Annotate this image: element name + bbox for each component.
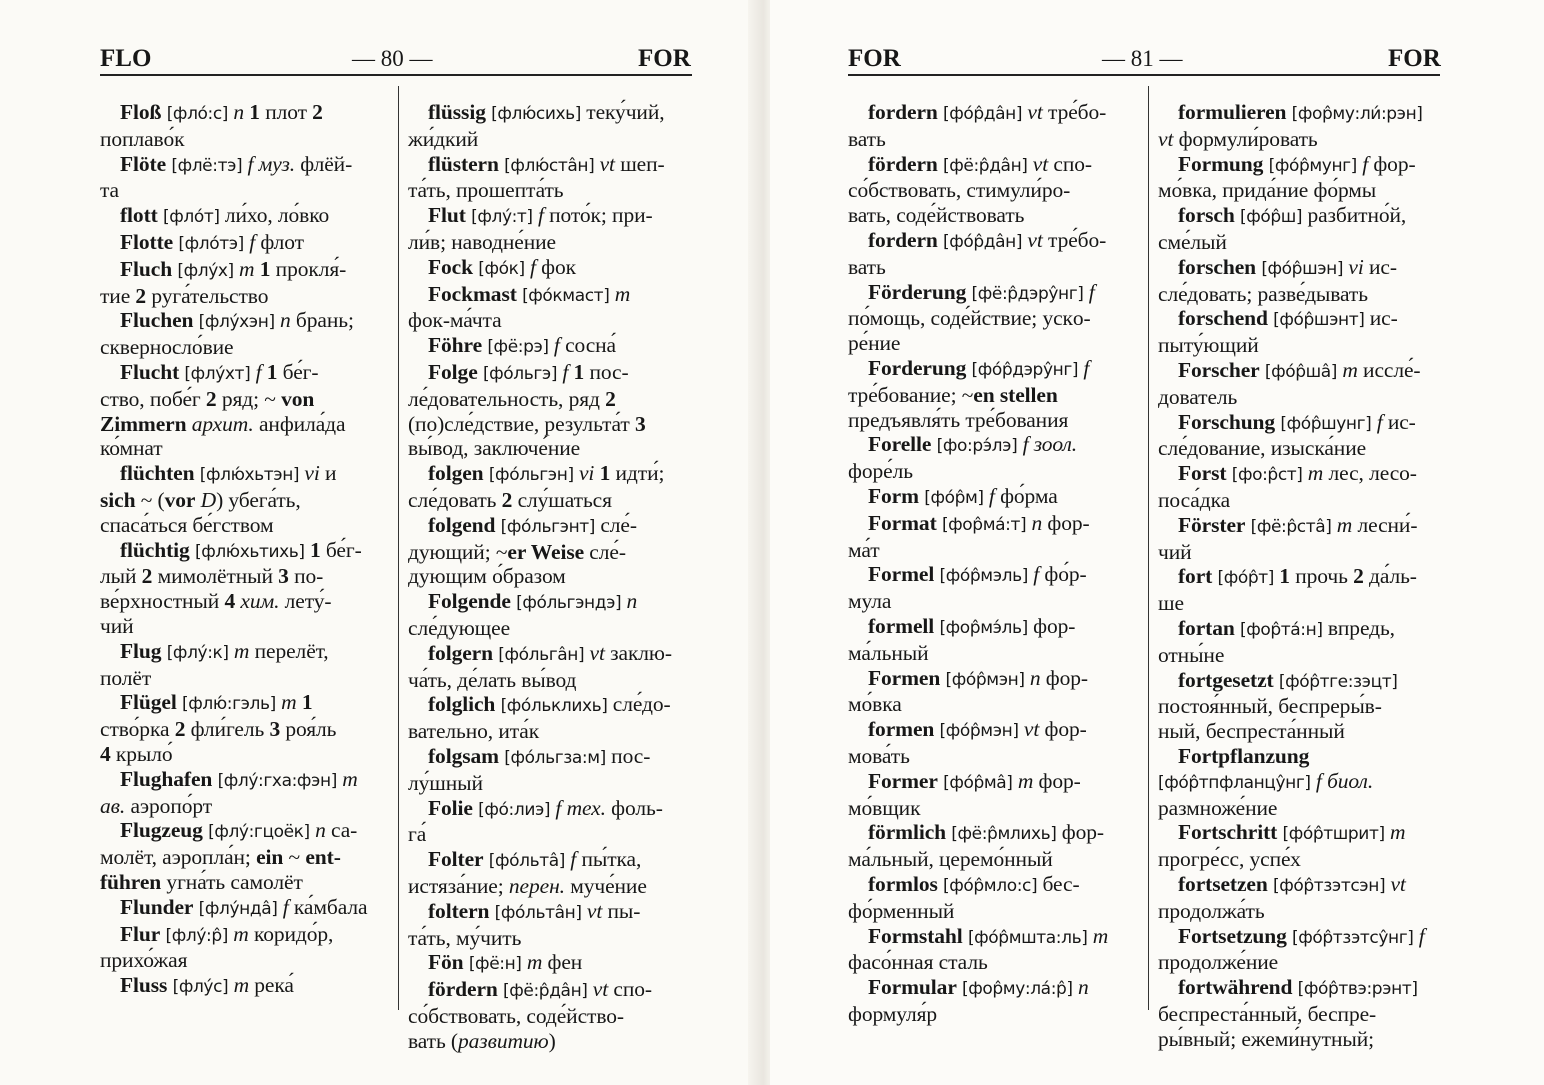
- headword: Fortpflanzung: [1178, 743, 1310, 768]
- dictionary-entry: Form [фо́р̂м] f фо́рма: [868, 483, 1058, 508]
- dictionary-entry: foltern [фо́льтâн] vt пы- та́ть, му́чить: [408, 898, 641, 950]
- dictionary-entry: flüchten [флю́хьтэн] vi и sich ~ (vor D) убега́ть, спаса́ться бе́гством: [100, 461, 337, 537]
- dictionary-entry: Flunder [флу́ндâ] f ка́мбала: [120, 894, 368, 919]
- dictionary-entry: Folgende [фо́льгэндэ] n сле́дующее: [408, 589, 638, 640]
- headword: fordern: [868, 100, 938, 124]
- headword: flüstern: [428, 151, 499, 176]
- headword: Formstahl: [868, 923, 963, 948]
- right-guide-word: FOR: [848, 45, 901, 72]
- headword: Förderung: [868, 279, 967, 304]
- headword: fordern: [868, 227, 938, 252]
- dictionary-entry: flüchtig [флю́хьтихь] 1 бе́г- лый 2 мимолётный 3 по- ве́рхностный 4 хим. лету́- чий: [100, 537, 362, 638]
- headword: Forst: [1178, 461, 1227, 486]
- dictionary-entry: Flugzeug [флу́:гцоёк] n са- молёт, аэропла́н; ein ~ ent- führen угна́ть самолёт: [100, 818, 358, 894]
- dictionary-entry: flüssig [флю́сихь] теку́чий, жи́дкий: [408, 100, 665, 151]
- left-header-rule: [100, 74, 692, 76]
- dictionary-entry: Flucht [флу́хт] f 1 бе́г- ство, побе́г 2 ряд; ~ von Zimmern архит. анфила́да ко́мнат: [100, 359, 346, 461]
- dictionary-entry: Folter [фо́льтâ] f пы́тка, истяза́ние; перен. муче́ние: [408, 847, 647, 898]
- headword: fortgesetzt: [1178, 667, 1274, 692]
- headword: fördern: [868, 151, 938, 176]
- headword: fortan: [1178, 615, 1235, 640]
- headword: forschen: [1178, 254, 1257, 279]
- headword: Forscher: [1178, 357, 1260, 382]
- headword: Flunder: [120, 894, 194, 919]
- headword: Forschung: [1178, 409, 1276, 434]
- dictionary-entry: Forelle [фо:рэ́лэ] f зоол. форе́ль: [848, 432, 1078, 484]
- dictionary-entry: flott [фло́т] ли́хо, ло́вко: [120, 203, 330, 228]
- headword: Fortsetzung: [1178, 923, 1287, 948]
- right-page-number: — 81 —: [1102, 46, 1183, 71]
- dictionary-entry: Fluss [флу́с] m река́: [120, 973, 294, 998]
- dictionary-entry: forschen [фо́р̂шэн] vi ис- сле́довать; разве́дывать: [1158, 254, 1397, 306]
- dictionary-entry: Flügel [флю́:гэль] m 1 ство́рка 2 фли́гель 3 роя́ль 4 крыло́: [100, 690, 337, 766]
- headword: foltern: [428, 898, 490, 923]
- dictionary-entry: fordern [фо́р̂дâн] vt тре́бо- вать: [848, 100, 1107, 151]
- dictionary-entry: Fluchen [флу́хэн] n брань; сквернoсло́вие: [100, 308, 354, 360]
- headword: Fockmast: [428, 281, 517, 306]
- right-guide-word-end: FOR: [1388, 45, 1441, 72]
- headword: Folge: [428, 359, 478, 384]
- headword: Format: [868, 510, 937, 535]
- headword: Folgende: [428, 589, 511, 614]
- dictionary-entry: Formstahl [фо́р̂мшта:ль] m фасо́нная сталь: [848, 923, 1109, 975]
- dictionary-entry: Flur [флу́:р̂] m коридо́р, прихо́жая: [100, 921, 334, 973]
- right-page: [770, 0, 1544, 1085]
- dictionary-entry: Former [фо́р̂мâ] m фор- мо́вщик: [848, 768, 1081, 820]
- headword: formell: [868, 613, 935, 638]
- headword: flüchten: [120, 461, 195, 486]
- left-guide-word-end: FOR: [638, 45, 691, 72]
- headword: formulieren: [1178, 100, 1287, 124]
- headword: Flur: [120, 921, 161, 946]
- dictionary-entry: fortan [фор̂та́:н] впредь, отны́не: [1158, 615, 1395, 667]
- headword: fort: [1178, 564, 1213, 589]
- headword: Floß: [120, 100, 162, 124]
- dictionary-entry: fördern [фё:р̂дâн] vt спо- со́бствовать, стимули́ро- вать, соде́йствовать: [848, 151, 1092, 228]
- right-column-1: [848, 100, 1148, 1027]
- dictionary-entry: Forscher [фо́р̂шâ] m иссле́- дователь: [1158, 357, 1421, 409]
- dictionary-entry: Formung [фо́р̂мунг] f фор- мо́вка, прида́ние фо́рмы: [1158, 151, 1416, 203]
- dictionary-entry: Fön [фё:н] m фен: [428, 950, 583, 975]
- headword: Folie: [428, 795, 473, 820]
- dictionary-entry: fortgesetzt [фо́р̂тге:зэцт] постоя́нный, беспреры́в- ный, беспреста́нный: [1158, 667, 1398, 744]
- dictionary-entry: flüstern [флю́стâн] vt шеп- та́ть, прошепта́ть: [408, 151, 665, 203]
- dictionary-entry: Flöte [флё:тэ] f муз. флёй- та: [100, 151, 353, 203]
- dictionary-entry: förmlich [фё:р̂млихь] фор- ма́льный, церемо́нный: [848, 820, 1104, 872]
- dictionary-entry: fortwährend [фо́р̂твэ:рэнт] беспреста́нный, беспре- ры́вный; ежеми́нутный;: [1158, 975, 1418, 1051]
- headword: Flugzeug: [120, 818, 203, 843]
- headword: Flucht: [120, 359, 180, 384]
- headword: Folter: [428, 847, 484, 872]
- dictionary-entry: Förster [фё:р̂стâ] m лесни́- чий: [1158, 512, 1418, 564]
- left-page-number: — 80 —: [352, 46, 433, 71]
- dictionary-entry: Folge [фо́льгэ] f 1 пос- ле́довательность, ряд 2 (по)сле́дствие, результа́т 3 вы́вод, заключе́ние: [408, 359, 646, 461]
- headword: Flügel: [120, 690, 177, 715]
- left-column-1: [100, 100, 400, 1000]
- dictionary-entry: Flotte [фло́тэ] f флот: [120, 229, 304, 254]
- left-guide-word: FLO: [100, 45, 152, 72]
- dictionary-entry: Fockmast [фо́кмаст] m фок-ма́чта: [408, 281, 631, 333]
- dictionary-entry: Förderung [фё:р̂дэру̂нг] f по́мощь, соде́йствие; ускo- ре́ние: [848, 279, 1095, 356]
- dictionary-entry: Flughafen [флу́:гха:фэн] m ав. аэропо́рт: [100, 766, 358, 818]
- left-page: [0, 0, 760, 1085]
- dictionary-entry: folgsam [фо́льгза:м] пос- лу́шный: [408, 743, 651, 795]
- dictionary-entry: forsch [фо́р̂ш] разбитно́й, сме́лый: [1158, 203, 1407, 254]
- dictionary-entry: Fortpflanzung [фо́р̂тпфланцу̂нг] f биол. размноже́ние: [1158, 743, 1374, 820]
- headword: folglich: [428, 692, 496, 717]
- dictionary-entry: Formular [фор̂му:ла́:р̂] n формуля́р: [848, 975, 1089, 1026]
- headword: Form: [868, 483, 919, 508]
- headword: fördern: [428, 977, 498, 1002]
- dictionary-entry: Formel [фо́р̂мэль] f фо́р- мула: [848, 562, 1087, 614]
- headword: Fluchen: [120, 308, 194, 333]
- dictionary-entry: Format [фор̂ма́:т] n фор- ма́т: [848, 510, 1090, 562]
- headword: Flut: [428, 203, 466, 228]
- headword: formlos: [868, 871, 938, 896]
- headword: Flotte: [120, 229, 174, 254]
- headword: folgern: [428, 640, 493, 665]
- dictionary-entry: fördern [фё:р̂дâн] vt спо- со́бствовать, соде́йство- вать (развитию): [408, 977, 652, 1053]
- dictionary-entry: Formen [фо́р̂мэн] n фор- мо́вка: [848, 665, 1088, 717]
- dictionary-entry: Forderung [фо́р̂дэру̂нг] f тре́бование; ~en stellen предъявля́ть тре́бования: [848, 355, 1090, 432]
- dictionary-entry: Föhre [фё:рэ] f сосна́: [428, 333, 616, 358]
- headword: Fluch: [120, 256, 173, 281]
- dictionary-entry: Flug [флу́:к] m перелёт, полёт: [100, 638, 329, 690]
- right-header-rule: [848, 74, 1440, 76]
- right-column-2: [1158, 100, 1456, 1051]
- headword: forschend: [1178, 306, 1268, 331]
- dictionary-entry: Fortschritt [фо́р̂тшрит] m прогре́сс, успе́х: [1158, 820, 1406, 872]
- headword: folgend: [428, 512, 496, 537]
- left-column-divider: [398, 86, 399, 1010]
- dictionary-entry: fortsetzen [фо́р̂тзэтсэн] vt продолжа́ть: [1158, 871, 1406, 923]
- headword: Flöte: [120, 151, 167, 176]
- dictionary-entry: folgen [фо́льгэн] vi 1 идти́; сле́довать 2 слу́шаться: [408, 461, 665, 512]
- dictionary-entry: Fluch [флу́х] m 1 прокля́- тие 2 руга́тельство: [100, 256, 347, 308]
- dictionary-entry: Flut [флу́:т] f пото́к; при- ли́в; наводне́ние: [408, 203, 653, 254]
- headword: Formular: [868, 975, 957, 1000]
- dictionary-entry: folgend [фо́льгэнт] сле́- дующий; ~er Weise сле́- дующим о́бразом: [408, 512, 637, 589]
- headword: flott: [120, 203, 158, 228]
- dictionary-entry: formen [фо́р̂мэн] vt фор- мова́ть: [848, 717, 1087, 768]
- dictionary-entry: Forst [фо:р̂ст] m лес, лесо- поса́дка: [1158, 461, 1417, 512]
- dictionary-entry: Fortsetzung [фо́р̂тзэтсу̂нг] f продолже́ние: [1158, 923, 1425, 975]
- headword: Formen: [868, 665, 941, 690]
- headword: fortwährend: [1178, 975, 1293, 1000]
- dictionary-entry: Fock [фо́к] f фок: [428, 254, 576, 279]
- headword: förmlich: [868, 820, 947, 845]
- headword: Flughafen: [120, 766, 213, 791]
- dictionary-entry: folglich [фо́льклихь] сле́до- вательно, ита́к: [408, 692, 671, 744]
- dictionary-entry: formlos [фо́р̂мло:с] бес- фо́рменный: [848, 871, 1080, 923]
- headword: Föhre: [428, 333, 483, 358]
- headword: Forderung: [868, 355, 967, 380]
- headword: Flug: [120, 638, 162, 663]
- headword: Fortschritt: [1178, 820, 1278, 845]
- headword: fortsetzen: [1178, 871, 1268, 896]
- headword: folgen: [428, 461, 484, 486]
- headword: Formel: [868, 562, 935, 587]
- headword: flüchtig: [120, 537, 190, 562]
- headword: forsch: [1178, 203, 1235, 228]
- right-column-divider: [1148, 86, 1149, 1010]
- headword: Forelle: [868, 432, 932, 457]
- dictionary-entry: Folie [фо́:лиэ] f тех. фоль- га́: [408, 795, 663, 847]
- headword: Förster: [1178, 512, 1246, 537]
- dictionary-entry: fort [фо́р̂т] 1 прочь 2 да́ль- ше: [1158, 564, 1417, 616]
- dictionary-entry: Forschung [фо́р̂шунг] f ис- сле́дование, изыска́ние: [1158, 409, 1416, 461]
- dictionary-entry: formulieren [фор̂му:ли́:рэн] vt формули́ровать: [1158, 100, 1423, 151]
- dictionary-entry: forschend [фо́р̂шэнт] ис- пыту́ющий: [1158, 306, 1398, 358]
- headword: Fock: [428, 254, 473, 279]
- dictionary-entry: formell [фор̂мэ́ль] фор- ма́льный: [848, 613, 1076, 665]
- headword: folgsam: [428, 743, 499, 768]
- headword: Fluss: [120, 973, 168, 998]
- headword: Formung: [1178, 151, 1264, 176]
- headword: Fön: [428, 950, 464, 975]
- left-column-2: [408, 100, 698, 1053]
- headword: formen: [868, 717, 935, 742]
- dictionary-entry: folgern [фо́льгâн] vt заклю- ча́ть, де́лать вы́вод: [408, 640, 672, 692]
- dictionary-entry: Floß [фло́:с] n 1 плот 2 поплаво́к: [100, 100, 323, 151]
- headword: flüssig: [428, 100, 486, 124]
- dictionary-entry: fordern [фо́р̂дâн] vt тре́бо- вать: [848, 227, 1107, 279]
- headword: Former: [868, 768, 938, 793]
